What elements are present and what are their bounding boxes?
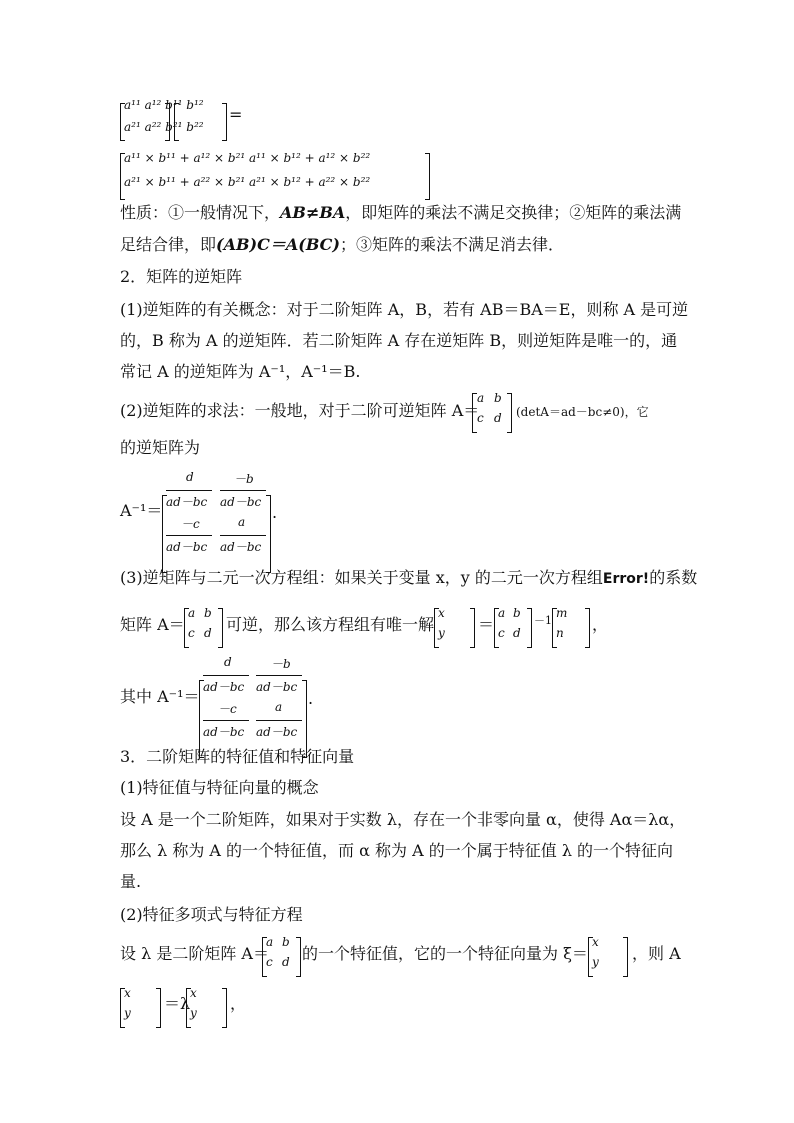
eigen-concept-heading: (1)特征值与特征向量的概念 (120, 778, 319, 797)
equals-sign: = (229, 105, 243, 124)
text: ， (592, 615, 609, 634)
entry: x (190, 986, 197, 1000)
denominator: ad－bc (256, 725, 298, 739)
entry: d (513, 626, 521, 640)
numerator: a (238, 515, 246, 529)
property-line-2 (120, 234, 564, 256)
eigen-concept-line-3: 量. (120, 872, 142, 891)
numerator: －c (218, 702, 237, 716)
denominator: ad－bc (220, 540, 262, 554)
denominator: ad－bc (166, 495, 208, 509)
entry: m (556, 606, 568, 620)
fraction-bar (166, 490, 212, 491)
denominator: ad－bc (256, 680, 298, 694)
text: 矩阵 A＝ (120, 615, 185, 634)
bracket-right (218, 608, 223, 648)
period: . (272, 503, 278, 522)
bracket-right (507, 393, 512, 433)
numerator: a (275, 700, 283, 714)
denominator: ad－bc (220, 495, 262, 509)
entry: y (438, 626, 445, 640)
fraction-bar (203, 720, 249, 721)
bracket-right (527, 608, 532, 648)
text: ＝ (478, 615, 495, 634)
denominator: ad－bc (203, 680, 245, 694)
bracket-right (266, 495, 271, 573)
bracket-right (222, 988, 227, 1028)
text: (3)逆矩阵与二元一次方程组：如果关于变量 x，y 的二元一次方程组 (120, 568, 603, 587)
numerator: －b (271, 657, 291, 671)
entry: a (498, 606, 506, 620)
entry: c (266, 955, 273, 969)
numerator: d (186, 470, 194, 484)
entry: n (556, 626, 564, 640)
text: ， (230, 994, 247, 1013)
text: ，即矩阵的乘法不满足交换律；②矩阵的乘法满 (345, 203, 682, 222)
numerator: d (224, 655, 232, 669)
system-line-1 (120, 567, 697, 590)
fraction-bar (166, 535, 212, 536)
bracket-right (470, 608, 475, 648)
inverse-method-line-2: 的逆矩阵为 (120, 438, 201, 457)
entry: a (188, 606, 196, 620)
text: AB≠BA (280, 203, 346, 222)
inverse-concept-line-2: 的，B 称为 A 的逆矩阵．若二阶矩阵 A 存在逆矩阵 B，则逆矩阵是唯一的，通 (120, 331, 678, 350)
fraction-bar (203, 675, 249, 676)
section-2-heading: 2．矩阵的逆矩阵 (120, 267, 243, 286)
bracket-right (585, 608, 590, 648)
matmul-result-row1: a¹¹ × b¹¹ + a¹² × b²¹ a¹¹ × b¹² + a¹² × b²² (124, 151, 371, 165)
entry: b (282, 935, 290, 949)
text: 可逆，那么该方程组有唯一解 (226, 615, 435, 634)
entry: d (494, 411, 502, 425)
text: 的系数 (649, 568, 698, 587)
entry: d (282, 955, 290, 969)
entry: c (498, 626, 505, 640)
entry: x (592, 935, 599, 949)
fraction-bar (220, 535, 266, 536)
exponent: －1 (534, 614, 552, 627)
text: ＝λ (164, 994, 191, 1013)
text: 设 λ 是二阶矩阵 A＝ (120, 944, 269, 963)
entry: y (190, 1006, 197, 1020)
matmul-result-row2: a²¹ × b¹¹ + a²² × b²¹ a²¹ × b¹² + a²² × b²² (124, 175, 371, 189)
bracket-right (296, 937, 301, 977)
bracket-right (156, 988, 161, 1028)
entry: d (204, 626, 212, 640)
entry: y (592, 955, 599, 969)
entry: c (477, 411, 484, 425)
matmul-row2: a²¹ a²² b²¹ b²² (124, 120, 204, 134)
bracket-right (222, 103, 227, 141)
fraction-bar (220, 490, 266, 491)
text: ，则 A (632, 944, 681, 963)
det-condition: (detA＝ad－bc≠0)，它 (516, 405, 649, 419)
inverse-lhs: A⁻¹＝ (120, 501, 163, 520)
period: . (308, 689, 314, 708)
entry: y (124, 1006, 131, 1020)
section-3-heading: 3．二阶矩阵的特征值和特征向量 (120, 747, 355, 766)
numerator: －b (234, 472, 254, 486)
entry: a (266, 935, 274, 949)
text: 的一个特征值，它的一个特征向量为 ξ＝ (302, 944, 588, 963)
text: ；③矩阵的乘法不满足消去律． (339, 235, 564, 254)
denominator: ad－bc (203, 725, 245, 739)
error-text: Error! (602, 571, 650, 587)
inverse-concept-line-1: (1)逆矩阵的有关概念：对于二阶矩阵 A，B，若有 AB＝BA＝E，则称 A 是可逆 (120, 300, 689, 319)
inverse-lhs: 其中 A⁻¹＝ (120, 687, 200, 706)
entry: x (438, 606, 445, 620)
entry: b (494, 391, 502, 405)
entry: c (188, 626, 195, 640)
text: 性质：①一般情况下， (120, 203, 281, 222)
inverse-concept-line-3: 常记 A 的逆矩阵为 A⁻¹，A⁻¹＝B. (120, 362, 361, 381)
entry: a (477, 391, 485, 405)
matmul-row1: a¹¹ a¹² b¹¹ b¹² (124, 98, 204, 112)
eigen-concept-line-1: 设 A 是一个二阶矩阵，如果对于实数 λ，存在一个非零向量 α，使得 Aα＝λα， (120, 810, 686, 829)
denominator: ad－bc (166, 540, 208, 554)
text: (AB)C＝A(BC) (216, 235, 340, 254)
fraction-bar (256, 720, 302, 721)
bracket-right (425, 153, 430, 200)
numerator: －c (181, 517, 200, 531)
entry: b (204, 606, 212, 620)
property-line-1 (120, 202, 681, 224)
eigen-concept-line-2: 那么 λ 称为 A 的一个特征值，而 α 称为 A 的一个属于特征值 λ 的一个特征向 (120, 841, 674, 860)
entry: x (124, 986, 131, 1000)
bracket-right (623, 937, 628, 977)
entry: b (513, 606, 521, 620)
fraction-bar (256, 675, 302, 676)
char-poly-heading: (2)特征多项式与特征方程 (120, 905, 303, 924)
text: 足结合律，即 (120, 235, 217, 254)
inverse-method-line-1a: (2)逆矩阵的求法：一般地，对于二阶可逆矩阵 A＝ (120, 401, 480, 420)
